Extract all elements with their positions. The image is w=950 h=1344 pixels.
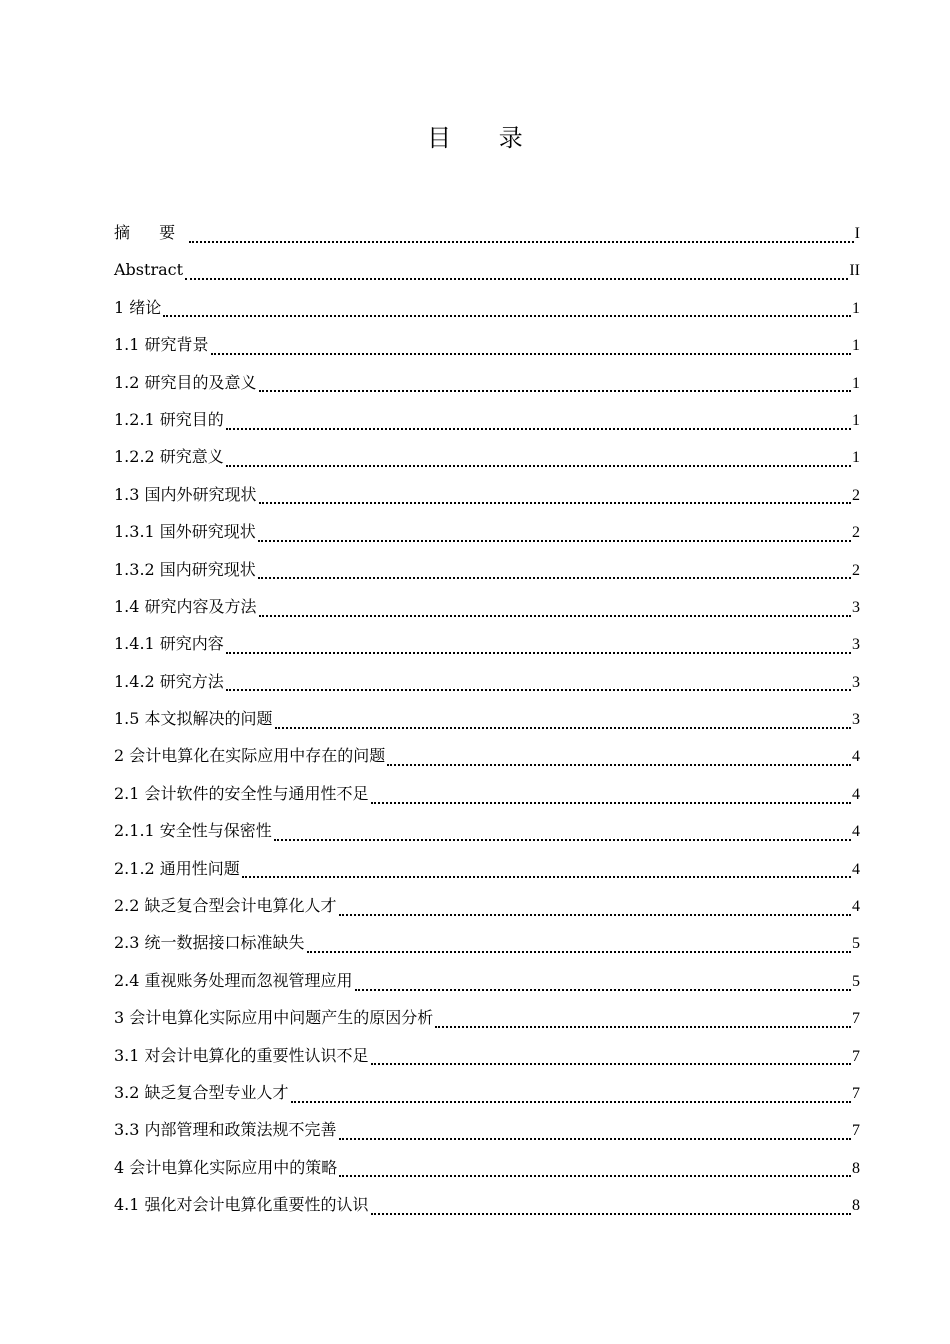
dot-leader	[259, 370, 851, 392]
toc-entry-2-1-2[interactable]	[114, 850, 860, 887]
toc-entry-label: 1.4.2 研究方法	[114, 671, 224, 691]
toc-entry-label: 1.3.2 国内研究现状	[114, 559, 256, 579]
toc-entry-label: 1.2.2 研究意义	[114, 447, 224, 467]
toc-entry-2-1[interactable]	[114, 775, 860, 812]
dot-leader	[339, 1118, 851, 1140]
dot-leader	[226, 445, 851, 467]
toc-entry-page: 4	[852, 748, 860, 766]
page-title: 目 录	[427, 124, 543, 152]
toc-entry-page: 7	[852, 1010, 860, 1028]
toc-entry-label: 2 会计电算化在实际应用中存在的问题	[114, 746, 386, 766]
toc-entry-label: 1.1 研究背景	[114, 335, 209, 355]
toc-entry-label: 3.3 内部管理和政策法规不完善	[114, 1120, 337, 1140]
toc-entry-page: 3	[852, 673, 860, 691]
toc-entry-ch1[interactable]	[114, 289, 860, 326]
toc-entry-label: 2.4 重视账务处理而忽视管理应用	[114, 970, 353, 990]
toc-entry-page: 7	[852, 1047, 860, 1065]
toc-entry-2-4[interactable]	[114, 962, 860, 999]
dot-leader	[163, 295, 851, 317]
toc-entry-1-5[interactable]	[114, 700, 860, 737]
toc-entry-3-3[interactable]	[114, 1111, 860, 1148]
toc-entry-3-1[interactable]	[114, 1037, 860, 1074]
toc-entry-page: 3	[852, 711, 860, 729]
toc-entry-2-3[interactable]	[114, 924, 860, 961]
toc-entry-1-3[interactable]	[114, 476, 860, 513]
toc-entry-page: 8	[852, 1197, 860, 1215]
toc-entry-label: 4 会计电算化实际应用中的策略	[114, 1157, 338, 1177]
toc-entry-label: 1.3 国内外研究现状	[114, 484, 257, 504]
toc-entry-1-1[interactable]	[114, 326, 860, 363]
dot-leader	[339, 894, 851, 916]
toc-list	[114, 214, 860, 1224]
dot-leader	[259, 482, 851, 504]
toc-entry-1-2-1[interactable]	[114, 401, 860, 438]
dot-leader	[274, 819, 851, 841]
toc-entry-label: 1.2 研究目的及意义	[114, 372, 257, 392]
toc-entry-page: 1	[852, 299, 860, 317]
toc-entry-ch4[interactable]	[114, 1149, 860, 1186]
dot-leader	[291, 1081, 851, 1103]
toc-entry-1-4-2[interactable]	[114, 663, 860, 700]
toc-entry-4-1[interactable]	[114, 1186, 860, 1223]
toc-entry-page: 1	[852, 337, 860, 355]
toc-entry-label: Abstract	[114, 260, 184, 280]
dot-leader	[435, 1006, 851, 1028]
toc-entry-page: I	[854, 225, 860, 242]
dot-leader	[339, 1155, 851, 1177]
toc-entry-page: 1	[852, 449, 860, 467]
dot-leader	[259, 595, 851, 617]
toc-entry-label: 3.2 缺乏复合型专业人才	[114, 1082, 289, 1102]
toc-entry-1-4[interactable]	[114, 588, 860, 625]
dot-leader	[371, 1193, 851, 1215]
dot-leader	[189, 221, 854, 243]
toc-entry-label: 1.4.1 研究内容	[114, 634, 224, 654]
dot-leader	[242, 856, 851, 878]
toc-entry-page: 2	[852, 524, 860, 542]
dot-leader	[226, 632, 851, 654]
dot-leader	[226, 669, 851, 691]
dot-leader	[355, 969, 851, 991]
toc-entry-1-3-1[interactable]	[114, 513, 860, 550]
toc-entry-page: 1	[852, 374, 860, 392]
dot-leader	[185, 258, 848, 280]
toc-entry-ch2[interactable]	[114, 737, 860, 774]
toc-entry-label: 1.4 研究内容及方法	[114, 596, 257, 616]
toc-entry-label: 1.5 本文拟解决的问题	[114, 709, 273, 729]
toc-entry-label: 2.3 统一数据接口标准缺失	[114, 933, 305, 953]
toc-entry-page: 3	[852, 598, 860, 616]
toc-entry-1-4-1[interactable]	[114, 625, 860, 662]
toc-entry-ch3[interactable]	[114, 999, 860, 1036]
dot-leader	[307, 931, 851, 953]
toc-entry-2-1-1[interactable]	[114, 812, 860, 849]
toc-entry-page: 8	[852, 1159, 860, 1177]
dot-leader	[226, 408, 851, 430]
dot-leader	[371, 782, 851, 804]
toc-entry-page: 3	[852, 636, 860, 654]
toc-entry-label: 1.3.1 国外研究现状	[114, 522, 256, 542]
dot-leader	[275, 707, 851, 729]
toc-entry-page: 5	[852, 972, 860, 990]
toc-entry-1-2[interactable]	[114, 364, 860, 401]
toc-entry-page: 4	[852, 860, 860, 878]
toc-entry-page: 1	[852, 411, 860, 429]
dot-leader	[371, 1043, 851, 1065]
toc-entry-1-2-2[interactable]	[114, 438, 860, 475]
toc-entry-label: 4.1 强化对会计电算化重要性的认识	[114, 1195, 369, 1215]
dot-leader	[387, 744, 851, 766]
toc-entry-page: II	[849, 262, 860, 280]
toc-entry-label: 2.1.1 安全性与保密性	[114, 821, 272, 841]
toc-entry-label: 2.2 缺乏复合型会计电算化人才	[114, 896, 337, 916]
toc-entry-label: 1 绪论	[114, 297, 162, 317]
toc-entry-label: 3 会计电算化实际应用中问题产生的原因分析	[114, 1008, 434, 1028]
toc-entry-page: 5	[852, 935, 860, 953]
toc-entry-2-2[interactable]	[114, 887, 860, 924]
dot-leader	[258, 557, 851, 579]
dot-leader	[211, 333, 851, 355]
toc-entry-abstract-cn[interactable]	[114, 214, 860, 251]
toc-entry-label: 1.2.1 研究目的	[114, 409, 224, 429]
dot-leader	[258, 520, 851, 542]
toc-entry-3-2[interactable]	[114, 1074, 860, 1111]
toc-entry-page: 2	[852, 561, 860, 579]
toc-entry-label: 2.1 会计软件的安全性与通用性不足	[114, 783, 369, 803]
toc-entry-page: 2	[852, 486, 860, 504]
toc-entry-page: 4	[852, 823, 860, 841]
toc-entry-page: 4	[852, 785, 860, 803]
toc-entry-label: 摘 要	[114, 223, 188, 242]
toc-entry-page: 4	[852, 898, 860, 916]
toc-entry-label: 3.1 对会计电算化的重要性认识不足	[114, 1045, 369, 1065]
toc-entry-label: 2.1.2 通用性问题	[114, 858, 240, 878]
toc-entry-page: 7	[852, 1084, 860, 1102]
toc-entry-abstract-en[interactable]	[114, 251, 860, 288]
toc-entry-1-3-2[interactable]	[114, 551, 860, 588]
toc-entry-page: 7	[852, 1122, 860, 1140]
